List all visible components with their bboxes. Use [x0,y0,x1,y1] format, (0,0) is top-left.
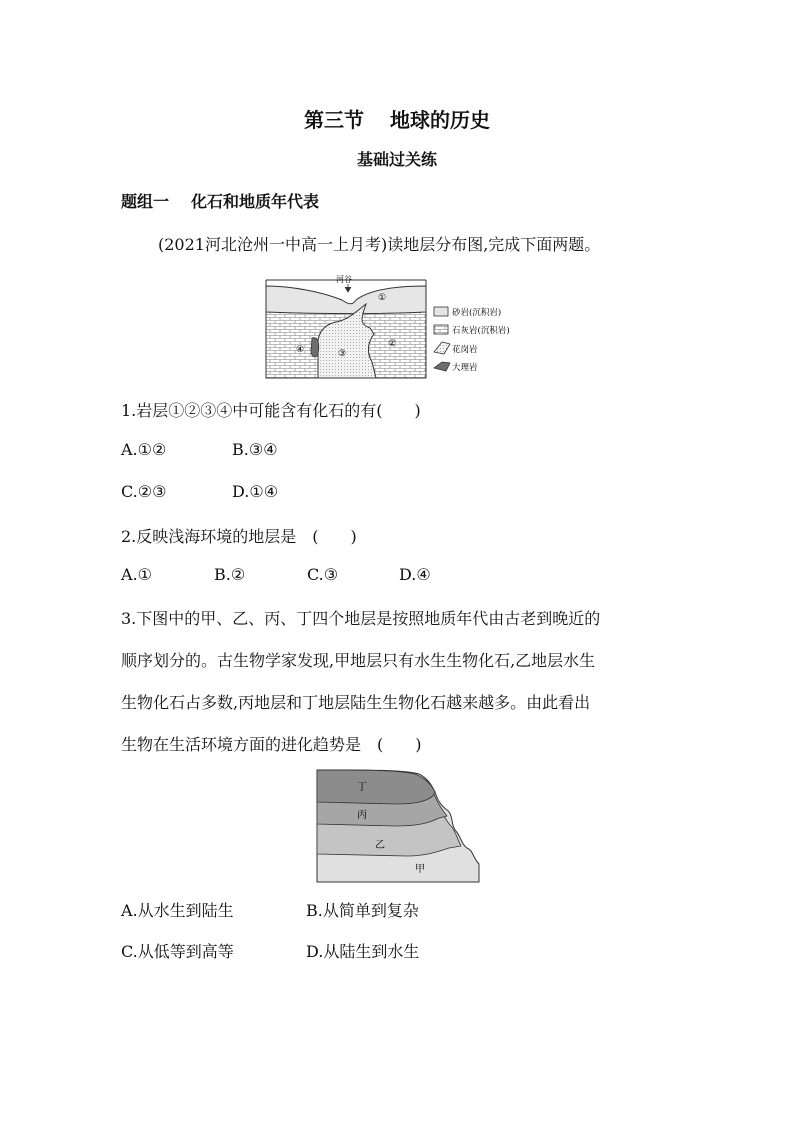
legend-label-marble: 大理岩 [452,363,478,373]
section-title: 地球的历史 [390,108,490,132]
layer-label-ding: 丁 [357,782,367,793]
q3-option-d[interactable]: D.从陆生到水生 [306,942,420,961]
q3-option-c[interactable]: C.从低等到高等 [121,942,234,961]
legend-label-granite: 花岗岩 [452,345,478,355]
valley-label: 河谷 [336,275,352,284]
question-group-heading [121,189,319,212]
q3-option-b[interactable]: B.从简单到复杂 [306,901,419,920]
layer-label-bing: 丙 [357,810,367,821]
q1-option-c[interactable]: C.②③ [121,482,167,501]
subtitle: 基础过关练 [356,150,437,169]
layer-label-4: ④ [296,345,305,355]
q1-option-d[interactable]: D.①④ [232,482,279,501]
marble-swatch [434,362,450,371]
layer-label-2: ② [388,339,397,349]
layer-label-jia: 甲 [415,864,425,875]
granite-swatch [434,342,450,354]
legend-label-sandstone: 砂岩(沉积岩) [452,308,502,318]
question-3-stem-line-3: 生物化石占多数,丙地层和丁地层陆生生物化石越来越多。由此看出 [121,693,591,712]
strata-layers-figure [315,768,485,886]
limestone-swatch [434,325,448,334]
page-title [0,104,794,133]
section-number: 第三节 [304,108,364,132]
q2-option-c[interactable]: C.③ [307,565,339,584]
question-3-stem-line-4: 生物在生活环境方面的进化趋势是 ( ) [121,735,422,754]
q1-option-a[interactable]: A.①② [121,440,167,459]
question-2-stem: 2.反映浅海环境的地层是 ( ) [121,527,357,546]
layer-label-3: ③ [338,349,347,359]
question-3-stem-line-2: 顺序划分的。古生物学家发现,甲地层只有水生生物化石,乙地层水生 [121,651,596,670]
stratum-distribution-figure [262,272,542,382]
q2-option-b[interactable]: B.② [214,565,246,584]
sandstone-swatch [434,307,448,316]
group-label: 题组一 [121,192,170,211]
layer-ding [317,770,435,804]
question-1-stem: 1.岩层①②③④中可能含有化石的有( ) [121,401,421,420]
q2-option-d[interactable]: D.④ [399,565,431,584]
q3-option-a[interactable]: A.从水生到陆生 [121,901,234,920]
q2-option-a[interactable]: A.① [121,565,152,584]
question-3-stem-line-1: 3.下图中的甲、乙、丙、丁四个地层是按照地质年代由古老到晚近的 [121,609,601,628]
legend-label-limestone: 石灰岩(沉积岩) [452,326,510,336]
layer-label-1: ① [378,293,387,303]
intro-text: (2021河北沧州一中高一上月考)读地层分布图,完成下面两题。 [158,235,601,254]
figure1-legend [434,307,510,373]
cross-section [266,274,426,378]
q1-option-b[interactable]: B.③④ [232,440,278,459]
group-title: 化石和地质年代表 [191,192,320,211]
layer-label-yi: 乙 [375,840,385,851]
